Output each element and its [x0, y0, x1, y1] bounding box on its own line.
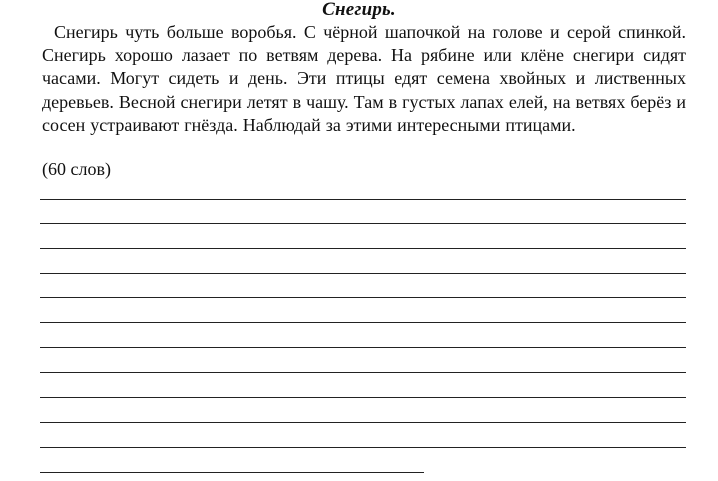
writing-line[interactable] — [40, 397, 686, 398]
writing-line[interactable] — [40, 347, 686, 348]
text-title: Снегирь. — [322, 0, 396, 20]
writing-line-short[interactable] — [40, 472, 424, 473]
writing-line[interactable] — [40, 422, 686, 423]
writing-line[interactable] — [40, 199, 686, 200]
writing-line[interactable] — [40, 297, 686, 298]
writing-line[interactable] — [40, 273, 686, 274]
writing-line[interactable] — [40, 447, 686, 448]
word-count-note: (60 слов) — [42, 159, 111, 179]
writing-line[interactable] — [40, 322, 686, 323]
dictation-text: Снегирь чуть больше воробья. С чёрной шапочкой на голове и серой спинкой. Снегирь хорошо лазает по ветвям дерева. На рябине или клёне снегири сидят часами. Могут сидеть и день. Эти птицы едят семена хвойных и лиственных деревьев. Весной снегири летят в чашу. Там в густых лапах елей, на ветвях берёз и сосен устраивают гнёзда. Наблюдай за этими интересными птицами. — [42, 22, 686, 135]
writing-line[interactable] — [40, 248, 686, 249]
writing-line[interactable] — [40, 223, 686, 224]
writing-line[interactable] — [40, 372, 686, 373]
